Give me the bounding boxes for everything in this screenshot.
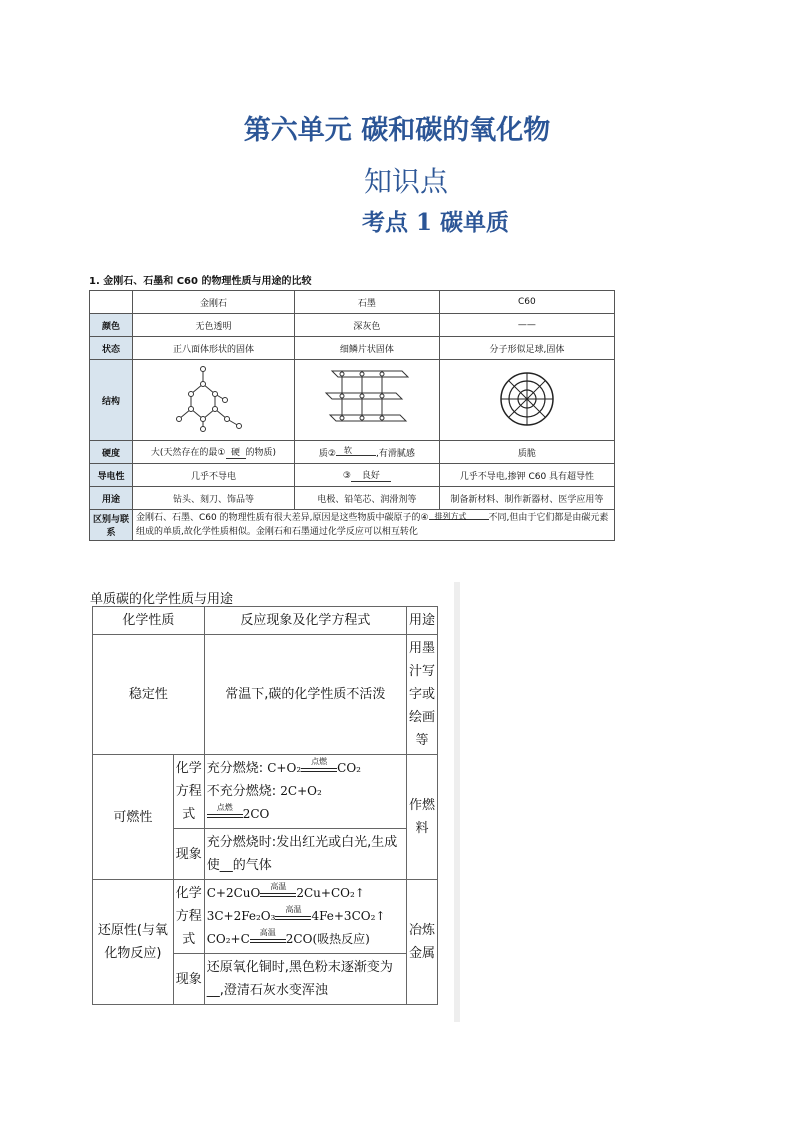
cell: 无色透明 [133, 314, 295, 337]
equation-left: CO₂+C [206, 932, 250, 946]
c60-structure [439, 360, 614, 441]
answer-blank [336, 445, 376, 456]
property-text: 常温下,碳的化学性质不活泼 [204, 635, 406, 755]
equation-right: 2CO [242, 807, 270, 821]
sub-label: 化学方程式 [173, 755, 204, 829]
condition-text: 高温 [285, 905, 302, 914]
text: 充分燃烧: [206, 761, 264, 776]
cell [294, 441, 439, 464]
diamond-structure-image [173, 364, 253, 434]
text: ,有滑腻感 [375, 448, 415, 459]
col-graphite: 石墨 [294, 291, 439, 314]
text: 金刚石、石墨、C60 的物理性质有很大差异,原因是这些物质中碳原子的④ [136, 513, 429, 523]
sub-label: 化学方程式 [173, 880, 204, 954]
graphite-structure-image [322, 363, 412, 435]
cell [294, 464, 439, 487]
row-label: 区别与联系 [90, 510, 133, 541]
equation-left: C+2CuO [206, 886, 261, 900]
cell: 质脆 [439, 441, 614, 464]
row-label: 状态 [90, 337, 133, 360]
text: 质② [318, 448, 336, 459]
equation-cell [204, 755, 406, 829]
unit-title: 第六单元 碳和碳的氧化物 [243, 115, 551, 146]
topic-heading: 考点 1 碳单质 [362, 209, 510, 236]
text: ③ [342, 471, 351, 481]
use-cell: 作燃料 [407, 755, 438, 880]
property-name: 可燃性 [93, 755, 174, 880]
equation-right: 2CO(吸热反应) [285, 932, 370, 946]
table2-caption: 单质碳的化学性质与用途 [90, 592, 234, 607]
cell: 细鳞片状固体 [294, 337, 439, 360]
equation-right: 4Fe+3CO₂↑ [311, 909, 386, 923]
answer: 软 [343, 445, 352, 455]
chemical-property-table [92, 606, 438, 1005]
phenomenon-text: 还原氧化铜时,黑色粉末逐渐变为__,澄清石灰水变浑浊 [204, 954, 406, 1005]
cell [133, 441, 295, 464]
answer-blank: 良好 [351, 468, 391, 482]
header-cell: 化学性质 [93, 607, 205, 635]
text: 的物质) [245, 448, 277, 458]
knowledge-heading: 知识点 [364, 165, 449, 198]
row-label: 颜色 [90, 314, 133, 337]
answer-blank: 硬 [226, 445, 246, 459]
cell: 钻头、刻刀、饰品等 [133, 487, 295, 510]
cell: 几乎不导电 [133, 464, 295, 487]
table1-caption: 1. 金刚石、石墨和 C60 的物理性质与用途的比较 [89, 276, 312, 287]
cell: 制备新材料、制作新器材、医学应用等 [439, 487, 614, 510]
condition [301, 757, 337, 772]
c60-structure-image [497, 369, 557, 429]
condition-text: 高温 [270, 882, 287, 891]
equation-left: C+O₂ [267, 761, 302, 775]
text: 大(天然存在的最① [150, 448, 226, 458]
equation-cell [204, 880, 406, 954]
row-label: 用途 [90, 487, 133, 510]
header-cell: 反应现象及化学方程式 [204, 607, 406, 635]
property-name: 稳定性 [93, 635, 205, 755]
cell: —— [439, 314, 614, 337]
condition-text: 点燃 [311, 757, 328, 766]
header-cell: 用途 [407, 607, 438, 635]
equation-right: CO₂ [337, 761, 361, 775]
phenomenon-text: 充分燃烧时:发出红光或白光,生成使__的气体 [204, 829, 406, 880]
corner-cell [90, 291, 133, 314]
property-name: 还原性(与氧化物反应) [93, 880, 174, 1005]
equation-left: 3C+2Fe₂O₃ [206, 909, 276, 923]
diamond-structure [133, 360, 295, 441]
use-cell: 冶炼金属 [407, 880, 438, 1005]
condition [250, 928, 286, 943]
use-cell: 用墨汁写字或绘画等 [407, 635, 438, 755]
text: 不同,但由于它们都是由碳元素组成的单质,故化学性质相似。金刚石和石墨通过化学反应可以相互转化 [136, 513, 609, 537]
equation-right: 2Cu+CO₂↑ [296, 886, 365, 900]
condition [260, 882, 296, 897]
cell: 电极、铅笔芯、润滑剂等 [294, 487, 439, 510]
equation-left: 2C+O₂ [280, 784, 322, 798]
row-label: 硬度 [90, 441, 133, 464]
cell: 几乎不导电,掺钾 C60 具有超导性 [439, 464, 614, 487]
row-label: 导电性 [90, 464, 133, 487]
cell: 正八面体形状的固体 [133, 337, 295, 360]
allotrope-table [89, 290, 615, 541]
col-c60: C60 [439, 291, 614, 314]
text: 不充分燃烧: [206, 784, 277, 799]
relation-cell [133, 510, 615, 541]
cell: 分子形似足球,固体 [439, 337, 614, 360]
row-label: 结构 [90, 360, 133, 441]
condition [275, 905, 311, 920]
answer: 排列方式 [434, 512, 467, 521]
col-diamond: 金刚石 [133, 291, 295, 314]
sub-label: 现象 [173, 829, 204, 880]
graphite-structure [294, 360, 439, 441]
answer-blank [429, 512, 489, 521]
condition [207, 803, 243, 818]
condition-text: 点燃 [216, 803, 233, 812]
cell: 深灰色 [294, 314, 439, 337]
sub-label: 现象 [173, 954, 204, 1005]
condition-text: 高温 [259, 928, 276, 937]
